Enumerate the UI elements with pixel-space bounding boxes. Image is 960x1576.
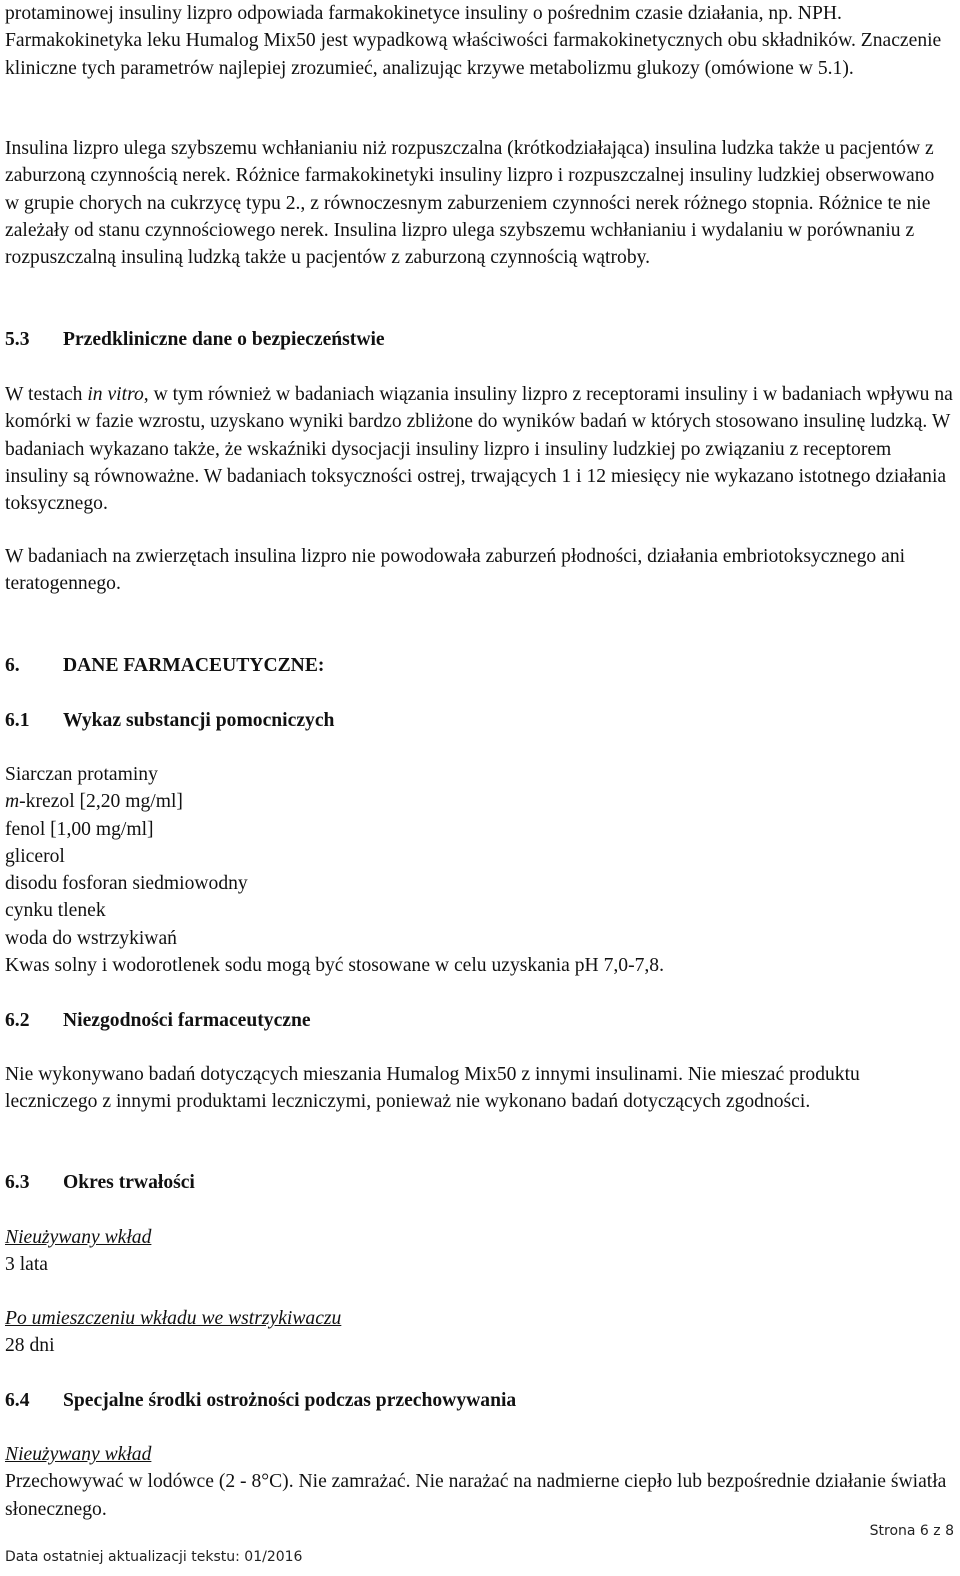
section-6-4-heading [5,1387,953,1414]
section-number: 6. [5,655,20,676]
section-5-3-paragraph-1: W testach in vitro, w tym również w badaniach wiązania insuliny lizpro z receptorami insuliny i w badaniach wpływu na komórki w fazie wzrostu, uzyskano wyniki bardzo zbliżone do wyników badań w których stosowano insulinę ludzką. W badaniach wykazano także, że wskaźniki dysocjacji insuliny lizpro i insuliny ludzkiej po związaniu z receptorem insuliny są równoważne. W badaniach toksyczności ostrej, trwających 1 i 12 miesięcy nie wykazano istotnego działania toksycznego. [5,384,953,515]
section-title: Specjalne środki ostrożności podczas przechowywania [63,1390,517,1411]
excipients-list [5,761,953,979]
list-item: fenol [1,00 mg/ml] [5,818,154,840]
list-item: disodu fosforan siedmiowodny [5,873,248,895]
list-item: Siarczan protaminy [5,764,158,785]
shelf-life-in-pen [5,1305,953,1360]
section-6-2-heading [5,1007,953,1034]
last-update-date: Data ostatniej aktualizacji tekstu: 01/2016 [5,1549,303,1565]
list-item: glicerol [5,845,65,867]
section-6-3-heading [5,1169,953,1196]
section-5-3-heading [5,326,953,353]
section-number: 6.4 [5,1390,30,1411]
intro-paragraph: protaminowej insuliny lizpro odpowiada farmakokinetyce insuliny o pośrednim czasie działania, np. NPH. Farmakokinetyka leku Humalog Mix50 jest wypadkową właściwości farmakokinetycznych obu składników. Znaczenie kliniczne tych parametrów najlepiej zrozumieć, analizując krzywe metabolizmu glukozy (omówione w 5.1). [5,3,942,79]
section-6-1-heading [5,707,953,734]
section-number: 6.1 [5,710,30,731]
section-6-heading [5,652,953,679]
section-6-2-paragraph: Nie wykonywano badań dotyczących mieszania Humalog Mix50 z innymi insulinami. Nie mieszać produktu leczniczego z innymi produktami leczniczymi, ponieważ nie wykonano badań dotyczących zgodności. [5,1064,860,1113]
storage-text: Przechowywać w lodówce (2 - 8°C). Nie zamrażać. Nie narażać na nadmierne ciepło lub bezpośrednie działanie światła słonecznego. [5,1471,947,1520]
storage-unused [5,1441,953,1523]
page-number: Strona 6 z 8 [869,1523,954,1539]
list-item: cynku tlenek [5,900,106,922]
list-item: Kwas solny i wodorotlenek sodu mogą być stosowane w celu uzyskania pH 7,0-7,8. [5,955,664,977]
section-number: 6.3 [5,1172,30,1193]
section-5-3-paragraph-2: W badaniach na zwierzętach insulina lizpro nie powodowała zaburzeń płodności, działania embriotoksycznego ani teratogennego. [5,546,906,595]
subheading: Nieużywany wkład [5,1227,152,1248]
section-title: Przedkliniczne dane o bezpieczeństwie [63,329,385,350]
section-title: Okres trwałości [63,1172,195,1193]
section-title: DANE FARMACEUTYCZNE: [63,655,325,676]
section-number: 6.2 [5,1010,30,1031]
value: 3 lata [5,1254,48,1276]
subheading: Nieużywany wkład [5,1444,152,1465]
section-number: 5.3 [5,329,30,350]
lizpro-paragraph: Insulina lizpro ulega szybszemu wchłanianiu niż rozpuszczalna (krótkodziałająca) insulina ludzka także u pacjentów z zaburzoną czynnością nerek. Różnice farmakokinetyki insuliny lizpro i rozpuszczalnej insuliny ludzkiej obserwowano w grupie chorych na cukrzycę typu 2., z równoczesnym zaburzeniem czynności nerek różnego stopnia. Różnice te nie zależały od stanu czynnościowego nerek. Insulina lizpro ulega szybszemu wchłanianiu i wydalaniu w porównaniu z rozpuszczalną insuliną ludzką także u pacjentów z zaburzoną czynnością wątroby. [5,138,935,269]
section-title: Wykaz substancji pomocniczych [63,710,335,731]
shelf-life-unused [5,1224,953,1279]
section-title: Niezgodności farmaceutyczne [63,1010,311,1031]
value: 28 dni [5,1335,55,1357]
subheading: Po umieszczeniu wkładu we wstrzykiwaczu [5,1308,342,1329]
list-item: woda do wstrzykiwań [5,927,177,949]
list-item: m-krezol [2,20 mg/ml] [5,791,183,813]
